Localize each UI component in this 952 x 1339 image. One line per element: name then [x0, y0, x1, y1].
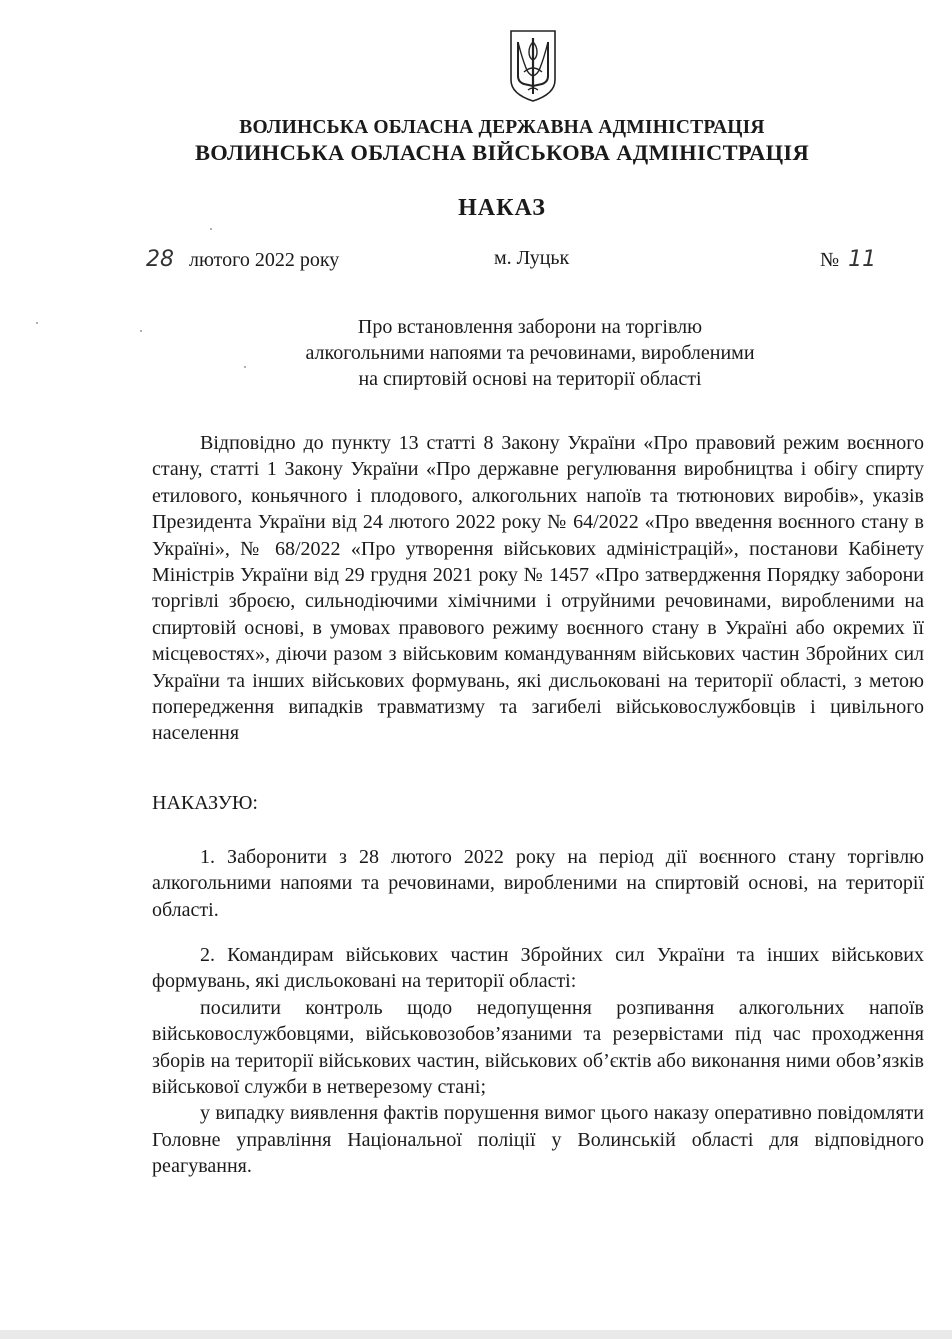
subject-line: на спиртовій основі на території області: [358, 368, 702, 390]
item-1-paragraph: [152, 844, 924, 923]
order-number: [820, 247, 876, 272]
item-2-block: [152, 942, 924, 1180]
preamble-paragraph: [152, 430, 924, 747]
organization-name-primary: ВОЛИНСЬКА ОБЛАСНА ДЕРЖАВНА АДМІНІСТРАЦІЯ: [239, 117, 765, 138]
preamble-text: Відповідно до пункту 13 статті 8 Закону України «Про правовий режим воєнного стану, статті 1 Закону України «Про державне регулювання виробництва і обігу спирту етилового, коньячного і плодового, алкогольних напоїв та тютюнових виробів», указів Президента України від 24 лютого 2022 року № 64/2022 «Про введення воєнного стану в Україні», № 68/2022 «Про утворення військових адміністрацій», постанови Кабінету Міністрів України від 29 грудня 2021 року № 1457 «Про затвердження Порядку заборони торгівлі зброєю, сильнодіючими хімічними і отруйними речовинами, виробленими на спиртовій основі, в умовах правового режиму воєнного стану в Україні або окремих її місцевостях», діючи разом з військовим командуванням військових частин Збройних сил України та інших військових формувань, які дисльоковані на території області, з метою попередження випадків травматизму та загибелі військовослужбовців і цивільного населення: [152, 432, 924, 745]
item-1-text: 1. Заборонити з 28 лютого 2022 року на період дії воєнного стану торгівлю алкогольними напоями та речовинами, виробленими на спиртовій основі, на території області.: [152, 846, 924, 921]
scan-bottom-edge: [0, 1330, 952, 1339]
item-2-subitem: у випадку виявлення фактів порушення вимог цього наказу оперативно повідомляти Головне управління Національної поліції у Волинській області для відповідного реагування.: [152, 1102, 924, 1178]
scan-speck: [36, 322, 38, 324]
scan-speck: [244, 366, 246, 368]
handwritten-number: 11: [848, 247, 877, 272]
handwritten-day: 28: [146, 247, 174, 272]
subject-line: алкогольними напоями та речовинами, виробленими: [305, 342, 755, 364]
number-label: №: [820, 249, 840, 271]
scan-speck: [140, 330, 142, 332]
item-2-subitem: посилити контроль щодо недопущення розпивання алкогольних напоїв військовослужбовцями, військовозобов’язаними та резервістами під час проходження зборів на території військових частин, військових об’єктів або виконання ними обов’язків військової служби в нетверезому стані;: [152, 996, 924, 1099]
document-type-title: НАКАЗ: [458, 195, 546, 221]
item-2-intro: 2. Командирам військових частин Збройних сил України та інших військових формувань, які дисльоковані на території області:: [152, 944, 924, 993]
date-month-year: лютого 2022 року: [189, 249, 340, 271]
organization-name-military: ВОЛИНСЬКА ОБЛАСНА ВІЙСЬКОВА АДМІНІСТРАЦІЯ: [194, 140, 810, 165]
scan-speck: [210, 228, 212, 230]
order-date: [146, 247, 339, 272]
order-city: м. Луцьк: [494, 247, 570, 269]
decree-label: НАКАЗУЮ:: [152, 792, 258, 814]
subject-line: Про встановлення заборони на торгівлю: [357, 316, 703, 338]
order-subject: [240, 314, 820, 392]
trident-coat-of-arms-icon: [508, 28, 558, 104]
